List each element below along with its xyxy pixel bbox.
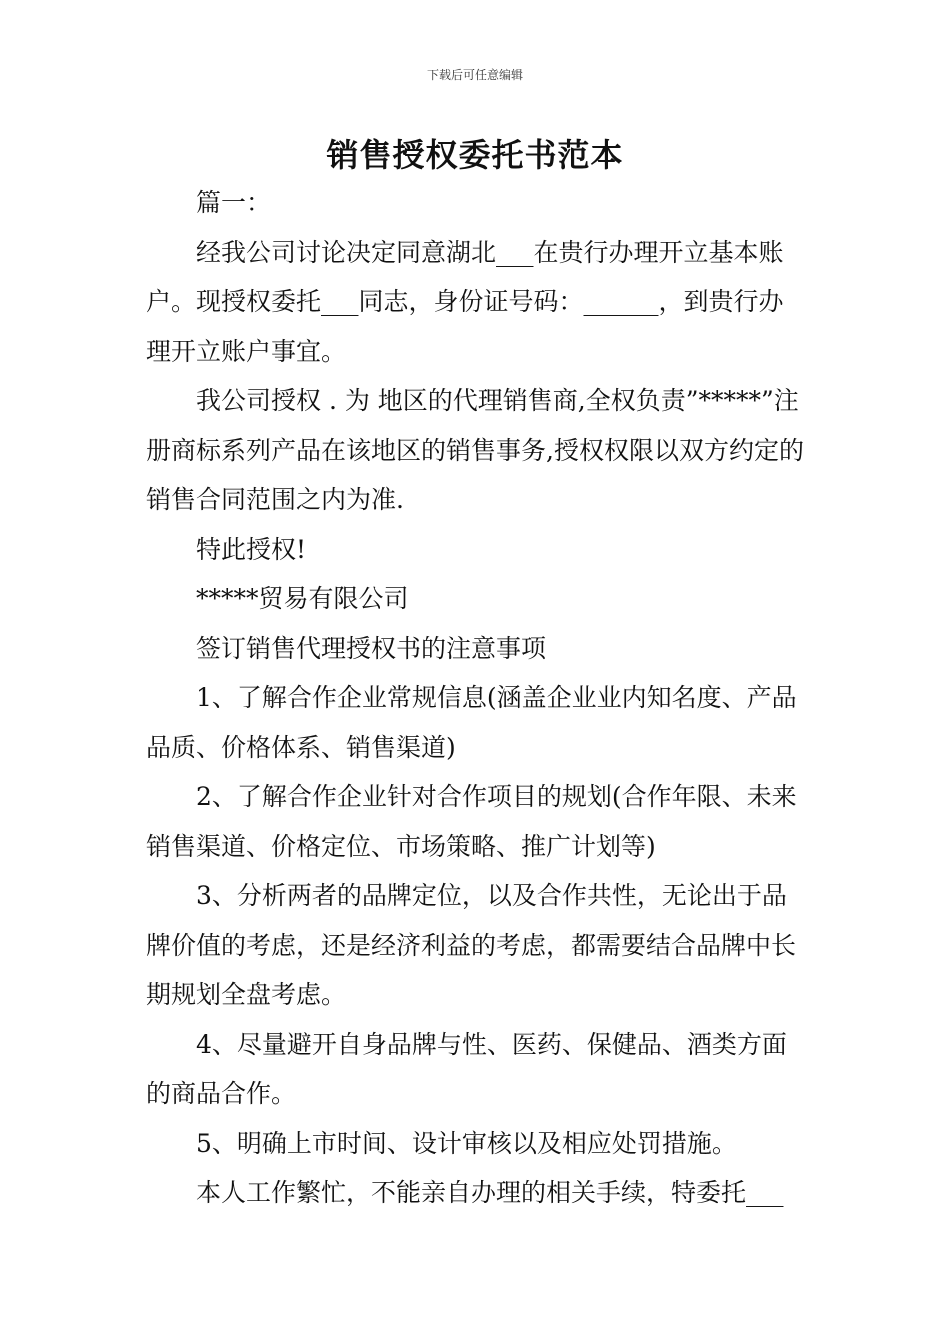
paragraph-sales-authorization: 我公司授权 . 为 地区的代理销售商,全权负责”*****”注册商标系列产品在该地区的销售事务,授权权限以双方约定的销售合同范围之内为准. [146,386,804,514]
page-header-note: 下载后可任意编辑 [426,68,523,82]
paragraph-bank-account: 经我公司讨论决定同意湖北___在贵行办理开立基本账户。现授权委托___同志，身份证号码：______，到贵行办理开立账户事宜。 [146,237,784,366]
company-name: *****贸易有限公司 [196,584,409,613]
document-title: 销售授权委托书范本 [326,136,624,174]
note-item-3: 3、分析两者的品牌定位，以及合作共性，无论出于品牌价值的考虑，还是经济利益的考虑，都需要结合品牌中长期规划全盘考虑。 [146,881,797,1009]
note-item-2: 2、了解合作企业针对合作项目的规划(合作年限、未来销售渠道、价格定位、市场策略、推广计划等) [146,782,797,861]
note-item-4: 4、尽量避开自身品牌与性、医药、保健品、酒类方面的商品合作。 [146,1029,787,1108]
section-label: 篇一： [196,188,272,217]
note-item-5: 5、明确上市时间、设计审核以及相应处罚措施。 [196,1128,737,1158]
note-item-1: 1、了解合作企业常规信息(涵盖企业业内知名度、产品品质、价格体系、销售渠道) [146,683,797,762]
paragraph-hereby-authorize: 特此授权! [196,534,307,564]
paragraph-delegation: 本人工作繁忙，不能亲自办理的相关手续，特委托___ [196,1178,784,1207]
notes-heading: 签订销售代理授权书的注意事项 [196,633,547,663]
document-body [146,178,808,1218]
